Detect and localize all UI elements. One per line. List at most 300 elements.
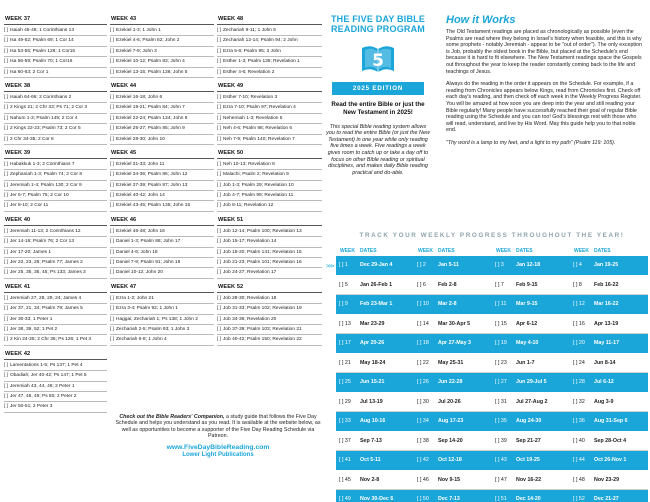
week-check-cell[interactable] — [492, 282, 570, 288]
reading-item[interactable] — [110, 103, 214, 113]
week-dates: Apr 13-19 — [594, 320, 619, 327]
reading-checkbox[interactable]: [ ] — [110, 316, 114, 322]
week-check-cell[interactable] — [570, 457, 648, 463]
week-check-cell[interactable] — [414, 262, 492, 268]
week-number[interactable]: [ ] 36 — [573, 418, 585, 425]
week-number[interactable]: [ ] 7 — [495, 281, 504, 288]
week-number[interactable]: [ ] 49 — [339, 496, 351, 502]
week-number[interactable]: [ ] 33 — [339, 418, 351, 425]
reading-item[interactable] — [4, 294, 107, 304]
reading-checkbox[interactable]: [ ] — [110, 161, 114, 167]
week-check-cell[interactable] — [570, 321, 648, 327]
reading-item[interactable] — [217, 26, 322, 36]
week-number[interactable]: [ ] 50 — [417, 496, 429, 502]
week-check-cell[interactable] — [492, 399, 570, 405]
reading-checkbox[interactable]: [ ] — [217, 105, 221, 111]
reading-checkbox[interactable]: [ ] — [4, 94, 8, 100]
week-number[interactable]: [ ] 13 — [339, 320, 351, 327]
week-number[interactable]: [ ] 39 — [495, 437, 507, 444]
reading-checkbox[interactable]: [ ] — [4, 393, 8, 399]
reading-checkbox[interactable]: [ ] — [4, 337, 8, 343]
week-check-cell[interactable] — [492, 477, 570, 483]
week-number[interactable]: [ ] 28 — [573, 379, 585, 386]
reading-item[interactable] — [217, 237, 322, 247]
week-check-cell[interactable] — [570, 340, 648, 346]
reading-checkbox[interactable]: [ ] — [110, 136, 114, 142]
reading-item[interactable] — [217, 325, 322, 335]
week-number[interactable]: [ ] 9 — [339, 301, 348, 308]
reading-checkbox[interactable]: [ ] — [217, 59, 221, 65]
reading-checkbox[interactable]: [ ] — [4, 69, 8, 75]
reading-checkbox[interactable]: [ ] — [110, 193, 114, 199]
reading-item[interactable] — [4, 103, 107, 113]
week-number[interactable]: [ ] 45 — [339, 476, 351, 483]
week-number[interactable]: [ ] 26 — [417, 379, 429, 386]
reading-item[interactable] — [217, 124, 322, 134]
reading-item[interactable] — [110, 47, 214, 57]
tracker-row — [336, 334, 648, 354]
reading-item[interactable] — [110, 325, 214, 335]
reading-checkbox[interactable]: [ ] — [217, 203, 221, 209]
reading-text: Haggai; Zechariah 1; Ps 138; 1 John 2 — [116, 316, 198, 322]
week-number[interactable]: [ ] 21 — [339, 359, 351, 366]
reading-checkbox[interactable]: [ ] — [110, 38, 114, 44]
week-number[interactable]: [ ] 6 — [417, 281, 426, 288]
open-book-five-icon — [358, 38, 398, 78]
reading-checkbox[interactable]: [ ] — [4, 239, 8, 245]
reading-checkbox[interactable]: [ ] — [4, 193, 8, 199]
reading-checkbox[interactable]: [ ] — [110, 182, 114, 188]
reading-checkbox[interactable]: [ ] — [110, 249, 114, 255]
week-check-cell[interactable] — [336, 340, 414, 346]
week-number[interactable]: [ ] 5 — [339, 281, 348, 288]
reading-item[interactable] — [110, 201, 214, 211]
reading-checkbox[interactable]: [ ] — [217, 161, 221, 167]
reading-checkbox[interactable]: [ ] — [217, 115, 221, 121]
week-number[interactable]: [ ] 30 — [417, 398, 429, 405]
reading-text: Jer 30-33; 1 Peter 1 — [10, 316, 53, 322]
reading-checkbox[interactable]: [ ] — [110, 94, 114, 100]
week-number[interactable]: [ ] 1 — [339, 262, 348, 269]
reading-item[interactable] — [110, 36, 214, 46]
reading-item[interactable] — [4, 392, 107, 402]
reading-item[interactable] — [4, 114, 107, 124]
week-check-cell[interactable] — [414, 360, 492, 366]
reading-checkbox[interactable]: [ ] — [110, 337, 114, 343]
week-number[interactable]: [ ] 14 — [417, 320, 429, 327]
reading-item[interactable] — [4, 382, 107, 392]
week-number[interactable]: [ ] 47 — [495, 476, 507, 483]
week-check-cell[interactable] — [414, 418, 492, 424]
reading-checkbox[interactable]: [ ] — [4, 228, 8, 234]
week-dates: Nov 30-Dec 6 — [360, 496, 394, 502]
reading-item[interactable] — [110, 170, 214, 180]
reading-checkbox[interactable]: [ ] — [217, 94, 221, 100]
week-number[interactable]: [ ] 43 — [495, 457, 507, 464]
week-number[interactable]: [ ] 15 — [495, 320, 507, 327]
week-number[interactable]: [ ] 31 — [495, 398, 507, 405]
reading-item[interactable] — [110, 191, 214, 201]
week-number[interactable]: [ ] 17 — [339, 340, 351, 347]
week-number[interactable]: [ ] 11 — [495, 301, 507, 308]
reading-item[interactable] — [4, 402, 107, 412]
reading-checkbox[interactable]: [ ] — [110, 306, 114, 312]
reading-checkbox[interactable]: [ ] — [217, 270, 221, 276]
reading-item[interactable] — [217, 315, 322, 325]
reading-item[interactable] — [110, 258, 214, 268]
week-number[interactable]: [ ] 29 — [339, 398, 351, 405]
reading-item[interactable] — [4, 361, 107, 371]
reading-checkbox[interactable]: [ ] — [4, 136, 8, 142]
reading-item[interactable] — [217, 258, 322, 268]
reading-checkbox[interactable]: [ ] — [110, 28, 114, 33]
reading-item[interactable] — [4, 181, 107, 191]
week-number[interactable]: [ ] 44 — [573, 457, 585, 464]
reading-item[interactable] — [4, 93, 107, 103]
week-check-cell[interactable] — [570, 438, 648, 444]
week-check-cell[interactable] — [492, 301, 570, 307]
reading-item[interactable] — [110, 315, 214, 325]
week-check-cell[interactable] — [492, 496, 570, 502]
week-check-cell[interactable] — [414, 477, 492, 483]
week-check-cell[interactable] — [336, 262, 414, 268]
week-number[interactable]: [ ] 38 — [417, 437, 429, 444]
week-check-cell[interactable] — [414, 321, 492, 327]
week-number[interactable]: [ ] 3 — [495, 262, 504, 269]
reading-checkbox[interactable]: [ ] — [4, 295, 8, 301]
reading-text: Nahum 1-3; Psalm 149; 2 Cor 4 — [10, 115, 78, 121]
reading-checkbox[interactable]: [ ] — [217, 228, 221, 234]
reading-checkbox[interactable]: [ ] — [217, 316, 221, 322]
week-check-cell[interactable] — [492, 340, 570, 346]
week-check-cell[interactable] — [570, 360, 648, 366]
reading-checkbox[interactable]: [ ] — [110, 326, 114, 332]
reading-text: Neh 4-6; Psalm 98; Revelation 6 — [223, 126, 293, 132]
reading-checkbox[interactable]: [ ] — [4, 105, 8, 111]
tracker-row — [336, 256, 648, 276]
week-number[interactable]: [ ] 48 — [573, 476, 585, 483]
reading-text: Jer 37, 21, 34; Psalm 79; James 5 — [10, 306, 83, 312]
week-check-cell[interactable] — [570, 301, 648, 307]
reading-item[interactable] — [4, 57, 107, 67]
week-check-cell[interactable] — [414, 438, 492, 444]
reading-text: Daniel 1-3; Psalm 88; John 17 — [116, 239, 181, 245]
reading-item[interactable] — [4, 325, 107, 335]
reading-item[interactable] — [4, 304, 107, 314]
week-block — [4, 282, 107, 346]
reading-item[interactable] — [110, 135, 214, 145]
week-check-cell[interactable] — [414, 399, 492, 405]
week-number[interactable]: [ ] 16 — [573, 320, 585, 327]
week-number[interactable]: [ ] 34 — [417, 418, 429, 425]
reading-checkbox[interactable]: [ ] — [4, 172, 8, 178]
week-number[interactable]: [ ] 12 — [573, 301, 585, 308]
week-header: WEEK — [496, 248, 511, 254]
reading-item[interactable] — [4, 248, 107, 258]
week-number[interactable]: [ ] 10 — [417, 301, 429, 308]
reading-checkbox[interactable]: [ ] — [4, 28, 8, 33]
dates-header: DATES — [594, 248, 611, 254]
website-link[interactable]: www.FiveDayBibleReading.com — [166, 443, 270, 451]
reading-item[interactable] — [4, 268, 107, 278]
reading-item[interactable] — [110, 160, 214, 170]
reading-checkbox[interactable]: [ ] — [4, 38, 8, 44]
reading-item[interactable] — [217, 335, 322, 345]
reading-checkbox[interactable]: [ ] — [217, 172, 221, 178]
reading-checkbox[interactable]: [ ] — [4, 249, 8, 255]
reading-checkbox[interactable]: [ ] — [4, 326, 8, 332]
reading-checkbox[interactable]: [ ] — [110, 295, 114, 301]
week-check-cell[interactable] — [570, 477, 648, 483]
reading-item[interactable] — [217, 47, 322, 57]
week-number[interactable]: [ ] 40 — [573, 437, 585, 444]
reading-item[interactable] — [4, 315, 107, 325]
week-check-cell[interactable] — [414, 340, 492, 346]
reading-item[interactable] — [110, 248, 214, 258]
week-number[interactable]: [ ] 19 — [495, 340, 507, 347]
week-check-cell[interactable] — [336, 360, 414, 366]
week-heading: WEEK 50 — [217, 148, 322, 159]
week-number[interactable]: [ ] 23 — [495, 359, 507, 366]
week-number[interactable]: [ ] 27 — [495, 379, 507, 386]
week-check-cell[interactable] — [570, 399, 648, 405]
reading-checkbox[interactable]: [ ] — [4, 260, 8, 266]
week-check-cell[interactable] — [492, 379, 570, 385]
week-check-cell[interactable] — [570, 262, 648, 268]
week-number[interactable]: [ ] 18 — [417, 340, 429, 347]
reading-checkbox[interactable]: [ ] — [217, 182, 221, 188]
week-number[interactable]: [ ] 42 — [417, 457, 429, 464]
reading-checkbox[interactable]: [ ] — [217, 136, 221, 142]
reading-checkbox[interactable]: [ ] — [110, 105, 114, 111]
week-check-cell[interactable] — [492, 262, 570, 268]
reading-item[interactable] — [110, 294, 214, 304]
reading-checkbox[interactable]: [ ] — [4, 203, 8, 209]
reading-checkbox[interactable]: [ ] — [4, 383, 8, 389]
reading-item[interactable] — [217, 191, 322, 201]
week-check-cell[interactable] — [336, 321, 414, 327]
reading-checkbox[interactable]: [ ] — [4, 316, 8, 322]
week-check-cell[interactable] — [492, 418, 570, 424]
week-number[interactable]: [ ] 20 — [573, 340, 585, 347]
week-check-cell[interactable] — [336, 457, 414, 463]
reading-text: Job 24-27; Revelation 17 — [223, 270, 277, 276]
reading-item[interactable] — [217, 57, 322, 67]
reading-item[interactable] — [217, 170, 322, 180]
reading-item[interactable] — [4, 135, 107, 145]
reading-item[interactable] — [217, 114, 322, 124]
reading-item[interactable] — [217, 181, 322, 191]
week-check-cell[interactable] — [336, 282, 414, 288]
reading-item[interactable] — [217, 93, 322, 103]
reading-text: Jeremiah 1-4; Psalm 130; 2 Cor 9 — [10, 182, 82, 188]
week-check-cell[interactable] — [336, 379, 414, 385]
reading-checkbox[interactable]: [ ] — [4, 126, 8, 132]
week-number[interactable]: [ ] 25 — [339, 379, 351, 386]
reading-checkbox[interactable]: [ ] — [217, 239, 221, 245]
week-check-cell[interactable] — [492, 360, 570, 366]
reading-checkbox[interactable]: [ ] — [4, 48, 8, 54]
reading-item[interactable] — [217, 135, 322, 145]
reading-item[interactable] — [4, 26, 107, 36]
week-number[interactable]: [ ] 35 — [495, 418, 507, 425]
reading-item[interactable] — [110, 237, 214, 247]
reading-item[interactable] — [110, 26, 214, 36]
week-check-cell[interactable] — [414, 301, 492, 307]
reading-checkbox[interactable]: [ ] — [4, 182, 8, 188]
reading-item[interactable] — [110, 57, 214, 67]
reading-checkbox[interactable]: [ ] — [217, 260, 221, 266]
week-check-cell[interactable] — [570, 418, 648, 424]
reading-item[interactable] — [4, 258, 107, 268]
reading-checkbox[interactable]: [ ] — [217, 337, 221, 343]
reading-text: Job 34-36; Revelation 20 — [223, 316, 277, 322]
reading-checkbox[interactable]: [ ] — [217, 126, 221, 132]
reading-text: Isaiah 45-48; 1 Corinthians 13 — [10, 28, 74, 33]
week-number[interactable]: [ ] 22 — [417, 359, 429, 366]
reading-item[interactable] — [4, 191, 107, 201]
week-number[interactable]: [ ] 8 — [573, 281, 582, 288]
reading-checkbox[interactable]: [ ] — [4, 270, 8, 276]
reading-item[interactable] — [110, 114, 214, 124]
week-check-cell[interactable] — [414, 496, 492, 502]
reading-item[interactable] — [217, 248, 322, 258]
reading-checkbox[interactable]: [ ] — [110, 228, 114, 234]
reading-item[interactable] — [4, 47, 107, 57]
week-dates: Aug 10-16 — [360, 418, 386, 425]
week-number[interactable]: [ ] 41 — [339, 457, 351, 464]
reading-item[interactable] — [110, 335, 214, 345]
week-number[interactable]: [ ] 52 — [573, 496, 585, 502]
reading-item[interactable] — [4, 371, 107, 381]
week-number[interactable]: [ ] 24 — [573, 359, 585, 366]
reading-checkbox[interactable]: [ ] — [217, 326, 221, 332]
week-check-cell[interactable] — [336, 438, 414, 444]
week-number[interactable]: [ ] 46 — [417, 476, 429, 483]
reading-item[interactable] — [4, 335, 107, 345]
reading-item[interactable] — [217, 103, 322, 113]
week-check-cell[interactable] — [492, 457, 570, 463]
week-check-cell[interactable] — [570, 282, 648, 288]
reading-checkbox[interactable]: [ ] — [4, 115, 8, 121]
week-number[interactable]: [ ] 4 — [573, 262, 582, 269]
week-check-cell[interactable] — [570, 496, 648, 502]
week-check-cell[interactable] — [492, 321, 570, 327]
reading-item[interactable] — [217, 227, 322, 237]
week-dates: Feb 2-8 — [438, 281, 457, 288]
reading-checkbox[interactable]: [ ] — [110, 59, 114, 65]
reading-item[interactable] — [217, 160, 322, 170]
reading-item[interactable] — [217, 304, 322, 314]
reading-checkbox[interactable]: [ ] — [217, 249, 221, 255]
reading-item[interactable] — [4, 237, 107, 247]
reading-text: Esther 4-6; Revelation 2 — [223, 69, 275, 75]
reading-item[interactable] — [110, 268, 214, 278]
week-check-cell[interactable] — [336, 399, 414, 405]
week-number[interactable]: [ ] 51 — [495, 496, 507, 502]
reading-checkbox[interactable]: [ ] — [217, 48, 221, 54]
reading-item[interactable] — [4, 201, 107, 211]
reading-item[interactable] — [110, 181, 214, 191]
reading-item[interactable] — [110, 304, 214, 314]
reading-text: Ezekiel 22-24; Psalm 134; John 8 — [116, 115, 188, 121]
reading-checkbox[interactable]: [ ] — [110, 260, 114, 266]
reading-item[interactable] — [110, 124, 214, 134]
reading-checkbox[interactable]: [ ] — [110, 115, 114, 121]
reading-item[interactable] — [217, 68, 322, 78]
reading-checkbox[interactable]: [ ] — [110, 69, 114, 75]
reading-checkbox[interactable]: [ ] — [217, 69, 221, 75]
reading-checkbox[interactable]: [ ] — [217, 193, 221, 199]
reading-item[interactable] — [217, 294, 322, 304]
week-check-cell[interactable] — [336, 496, 414, 502]
reading-item[interactable] — [110, 68, 214, 78]
reading-checkbox[interactable]: [ ] — [4, 59, 8, 65]
reading-checkbox[interactable]: [ ] — [110, 239, 114, 245]
reading-checkbox[interactable]: [ ] — [4, 362, 8, 368]
reading-text: Ezekiel 43-45; Psalm 135; John 15 — [116, 203, 191, 209]
week-block — [4, 148, 107, 212]
week-number[interactable]: [ ] 37 — [339, 437, 351, 444]
reading-checkbox[interactable]: [ ] — [110, 48, 114, 54]
week-check-cell[interactable] — [570, 379, 648, 385]
tracker-row — [336, 354, 648, 374]
reading-checkbox[interactable]: [ ] — [110, 270, 114, 276]
reading-checkbox[interactable]: [ ] — [217, 28, 221, 33]
week-header: WEEK — [574, 248, 589, 254]
companion-promo — [113, 414, 323, 458]
reading-item[interactable] — [4, 160, 107, 170]
reading-item[interactable] — [217, 201, 322, 211]
reading-item[interactable] — [4, 227, 107, 237]
reading-checkbox[interactable]: [ ] — [110, 172, 114, 178]
reading-checkbox[interactable]: [ ] — [110, 126, 114, 132]
week-check-cell[interactable] — [414, 379, 492, 385]
week-check-cell[interactable] — [336, 301, 414, 307]
reading-text: Jer 25, 35, 36, 45; Ps 133; James 3 — [10, 270, 86, 276]
reading-item[interactable] — [217, 36, 322, 46]
reading-item[interactable] — [110, 93, 214, 103]
reading-text: Job 28-30; Revelation 18 — [223, 295, 277, 301]
reading-checkbox[interactable]: [ ] — [4, 404, 8, 410]
week-dates: Oct 5-11 — [360, 457, 381, 464]
reading-item[interactable] — [4, 36, 107, 46]
reading-checkbox[interactable]: [ ] — [217, 295, 221, 301]
reading-checkbox[interactable]: [ ] — [217, 38, 221, 44]
week-dates: Jan 12-18 — [516, 262, 541, 269]
reading-item[interactable] — [4, 68, 107, 78]
week-number[interactable]: [ ] 32 — [573, 398, 585, 405]
reading-checkbox[interactable]: [ ] — [4, 373, 8, 379]
week-check-cell[interactable] — [336, 418, 414, 424]
week-number[interactable]: [ ] 2 — [417, 262, 426, 269]
week-check-cell[interactable] — [336, 477, 414, 483]
week-check-cell[interactable] — [414, 282, 492, 288]
reading-item[interactable] — [4, 170, 107, 180]
week-check-cell[interactable] — [414, 457, 492, 463]
week-check-cell[interactable] — [492, 438, 570, 444]
reading-checkbox[interactable]: [ ] — [4, 306, 8, 312]
reading-text: Malachi; Psalm 2; Revelation 9 — [223, 172, 289, 178]
reading-checkbox[interactable]: [ ] — [110, 203, 114, 209]
reading-checkbox[interactable]: [ ] — [4, 161, 8, 167]
week-heading: WEEK 51 — [217, 215, 322, 226]
reading-item[interactable] — [110, 227, 214, 237]
week-dates: Jul 20-26 — [438, 398, 461, 405]
reading-checkbox[interactable]: [ ] — [217, 306, 221, 312]
reading-item[interactable] — [4, 124, 107, 134]
reading-item[interactable] — [217, 268, 322, 278]
